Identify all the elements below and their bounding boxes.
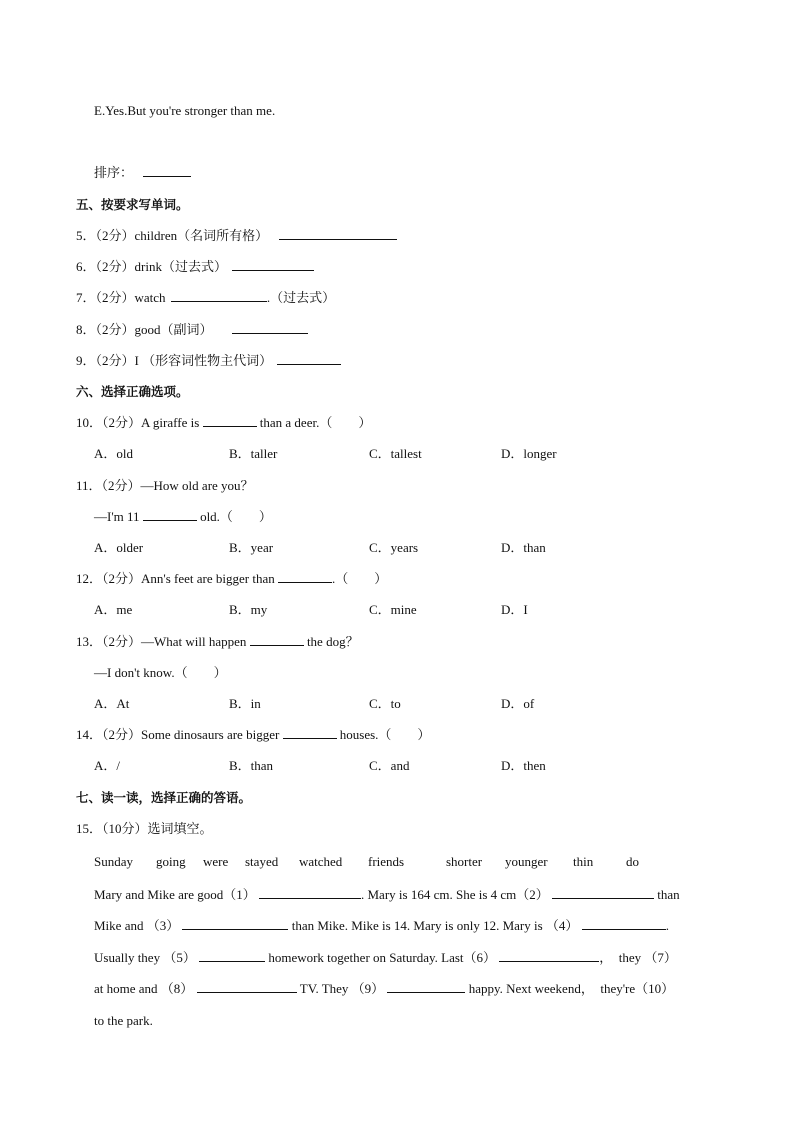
word-bank-item: were: [203, 854, 229, 869]
word-bank-item: Sunday: [94, 854, 133, 869]
q10-after: than a deer.（ ）: [259, 415, 372, 430]
blank-9[interactable]: [387, 980, 465, 993]
q8-text: good（副词）: [134, 322, 213, 337]
word-bank-item: watched: [299, 854, 343, 869]
question-11-line2: [94, 508, 272, 526]
q5-blank[interactable]: [279, 227, 397, 240]
q11-line2-after: old.（ ）: [200, 509, 272, 524]
blank-6[interactable]: [499, 949, 599, 962]
q10-option-b[interactable]: B．taller: [229, 446, 278, 461]
passage-text: TV. They （9）: [299, 981, 385, 996]
q10-option-d[interactable]: D．longer: [501, 446, 557, 461]
q12-blank[interactable]: [278, 570, 332, 583]
q9-text: I （形容词性物主代词）: [134, 353, 273, 368]
passage-line-5: to the park.: [94, 1013, 153, 1028]
q11-option-c[interactable]: C．years: [369, 540, 419, 555]
q10-option-a[interactable]: A．old: [94, 446, 134, 461]
question-13: [76, 633, 359, 651]
q11-option-b[interactable]: B．year: [229, 540, 274, 555]
q13-number: 13．（2分）: [76, 634, 142, 649]
question-5: [76, 227, 397, 245]
passage-line-4: [94, 980, 674, 998]
q14-option-a[interactable]: A．/: [94, 758, 121, 773]
q8-blank[interactable]: [232, 321, 308, 334]
q10-blank[interactable]: [203, 414, 257, 427]
question-10: [76, 414, 371, 432]
q7-blank[interactable]: [171, 289, 267, 302]
q14-before: Some dinosaurs are bigger: [141, 727, 280, 742]
passage-text: . Mary is 164 cm. She is 4 cm（2）: [361, 887, 549, 902]
word-bank-item: shorter: [446, 854, 483, 869]
q8-number: 8．（2分）: [76, 322, 135, 337]
word-bank-item: friends: [368, 854, 405, 869]
question-14: [76, 726, 430, 744]
blank-1[interactable]: [259, 886, 361, 899]
q12-option-d[interactable]: D．I: [501, 602, 528, 617]
passage-text: at home and （8）: [94, 981, 194, 996]
q13-blank[interactable]: [250, 633, 304, 646]
question-12: [76, 570, 387, 588]
q11-option-d[interactable]: D．than: [501, 540, 546, 555]
q14-blank[interactable]: [283, 726, 337, 739]
q12-after: .（ ）: [332, 571, 388, 586]
q6-number: 6．（2分）: [76, 259, 135, 274]
passage-text: Usually they （5）: [94, 950, 196, 965]
q7-text-before: watch: [134, 290, 166, 305]
passage-line-1: [94, 886, 680, 904]
passage-text: happy. Next weekend， they're（10）: [468, 981, 675, 996]
word-bank-item: thin: [573, 854, 594, 869]
q12-option-a[interactable]: A．me: [94, 602, 133, 617]
passage-text: Mike and （3）: [94, 918, 180, 933]
q13-line1-after: the dog？: [306, 634, 359, 649]
word-bank-item: going: [156, 854, 186, 869]
q10-number: 10．（2分）: [76, 415, 142, 430]
q14-option-d[interactable]: D．then: [501, 758, 546, 773]
q7-number: 7．（2分）: [76, 290, 135, 305]
q5-text: children（名词所有格）: [134, 228, 269, 243]
q14-option-c[interactable]: C．and: [369, 758, 410, 773]
q13-option-b[interactable]: B．in: [229, 696, 261, 711]
q14-option-b[interactable]: B．than: [229, 758, 274, 773]
blank-3[interactable]: [182, 917, 288, 930]
section-6-title: 六、选择正确选项。: [76, 384, 189, 399]
passage-line-2: [94, 917, 669, 935]
question-15: 15．（10分）选词填空。: [76, 821, 213, 836]
word-bank-item: younger: [505, 854, 548, 869]
q12-number: 12．（2分）: [76, 571, 142, 586]
section-5-title: 五、按要求写单词。: [76, 197, 189, 212]
q6-blank[interactable]: [232, 258, 314, 271]
q11-number: 11．（2分）: [76, 478, 141, 493]
q11-line1: —How old are you？: [140, 478, 254, 493]
q6-text: drink（过去式）: [134, 259, 227, 274]
q7-text-after: .（过去式）: [266, 290, 336, 305]
q10-option-c[interactable]: C．tallest: [369, 446, 422, 461]
order-label: 排序：: [94, 165, 134, 180]
blank-2[interactable]: [552, 886, 654, 899]
passage-text: than: [657, 887, 680, 902]
order-blank[interactable]: [143, 164, 191, 182]
q13-line2: —I don't know.（ ）: [94, 665, 227, 680]
q11-blank[interactable]: [143, 508, 197, 521]
q11-line2-before: —I'm 11: [94, 509, 140, 524]
q9-number: 9．（2分）: [76, 353, 135, 368]
question-11: [76, 477, 254, 495]
question-6: [76, 258, 314, 276]
question-8: [76, 321, 308, 339]
q13-line1-before: —What will happen: [141, 634, 247, 649]
question-9: [76, 352, 341, 370]
word-bank-item: stayed: [245, 854, 279, 869]
question-7: [76, 289, 335, 307]
passage-text: .: [665, 918, 669, 933]
q13-option-a[interactable]: A．At: [94, 696, 130, 711]
passage-line-3: [94, 949, 677, 967]
q10-before: A giraffe is: [141, 415, 200, 430]
q9-blank[interactable]: [277, 352, 341, 365]
passage-text: homework together on Saturday. Last（6）: [268, 950, 497, 965]
passage-text: Mary and Mike are good（1）: [94, 887, 256, 902]
section-7-title: 七、读一读，选择正确的答语。: [76, 790, 252, 805]
passage-text: than Mike. Mike is 14. Mary is only 12. Mary is （4）: [291, 918, 579, 933]
q14-number: 14．（2分）: [76, 727, 142, 742]
q12-before: Ann's feet are bigger than: [141, 571, 275, 586]
q13-option-c[interactable]: C．to: [369, 696, 401, 711]
q12-option-c[interactable]: C．mine: [369, 602, 417, 617]
word-bank-item: do: [626, 854, 639, 869]
q12-option-b[interactable]: B．my: [229, 602, 268, 617]
q13-option-d[interactable]: D．of: [501, 696, 535, 711]
passage-text: ， they （7）: [599, 950, 677, 965]
option-e-line: E.Yes.But you're stronger than me.: [94, 103, 276, 118]
blank-8[interactable]: [197, 980, 297, 993]
blank-4[interactable]: [582, 917, 666, 930]
q11-option-a[interactable]: A．older: [94, 540, 144, 555]
q14-after: houses.（ ）: [339, 727, 431, 742]
q5-number: 5．（2分）: [76, 228, 135, 243]
blank-5[interactable]: [199, 949, 265, 962]
